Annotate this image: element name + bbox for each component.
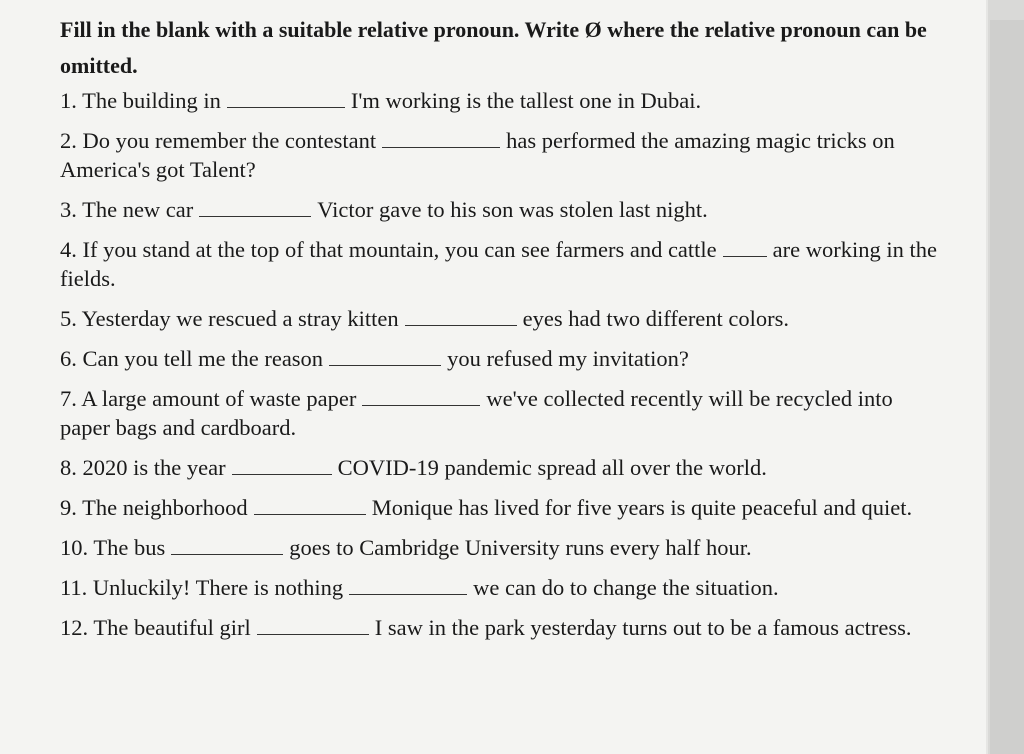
item-text-before: 8. 2020 is the year [60, 455, 226, 480]
blank-8 [232, 456, 332, 475]
blank-2 [382, 129, 500, 148]
item-text-before: 9. The neighborhood [60, 495, 248, 520]
blank-11 [349, 576, 467, 595]
exercise-item-8 [60, 453, 940, 482]
item-text-before: 7. A large amount of waste paper [60, 386, 357, 411]
item-text-after: Victor gave to his son was stolen last night. [317, 197, 708, 222]
exercise-item-7 [60, 384, 940, 442]
exercise-list [60, 86, 940, 642]
exercise-item-2 [60, 126, 940, 184]
worksheet [60, 12, 940, 653]
blank-9 [254, 496, 366, 515]
instructions: Fill in the blank with a suitable relative pronoun. Write Ø where the relative pronoun can be omitted. [60, 17, 927, 78]
item-text-after: are working in the fields. [60, 237, 937, 291]
item-text-before: 4. If you stand at the top of that mountain, you can see farmers and cattle [60, 237, 717, 262]
item-text-after: COVID-19 pandemic spread all over the world. [337, 455, 767, 480]
exercise-item-1 [60, 86, 940, 115]
blank-10 [171, 536, 283, 555]
exercise-item-4 [60, 235, 940, 293]
exercise-item-5 [60, 304, 940, 333]
item-text-before: 11. Unluckily! There is nothing [60, 575, 344, 600]
scroll-edge [986, 0, 1024, 754]
item-text-after: we've collected recently will be recycled into paper bags and cardboard. [60, 386, 893, 440]
exercise-item-10 [60, 533, 940, 562]
item-text-after: has performed the amazing magic tricks on America's got Talent? [60, 128, 895, 182]
blank-12 [257, 616, 369, 635]
exercise-item-12 [60, 613, 940, 642]
item-text-after: we can do to change the situation. [473, 575, 779, 600]
blank-7 [362, 387, 480, 406]
item-text-before: 1. The building in [60, 88, 221, 113]
exercise-item-3 [60, 195, 940, 224]
item-text-after: Monique has lived for five years is quite peaceful and quiet. [371, 495, 913, 520]
blank-3 [199, 198, 311, 217]
blank-4 [723, 238, 767, 257]
item-text-before: 3. The new car [60, 197, 194, 222]
item-text-after: I'm working is the tallest one in Dubai. [350, 88, 702, 113]
item-text-after: goes to Cambridge University runs every half hour. [289, 535, 752, 560]
blank-1 [227, 89, 345, 108]
exercise-item-11 [60, 573, 940, 602]
blank-6 [329, 347, 441, 366]
item-text-before: 12. The beautiful girl [60, 615, 251, 640]
exercise-item-6 [60, 344, 940, 373]
exercise-item-9 [60, 493, 940, 522]
item-text-after: you refused my invitation? [447, 346, 689, 371]
item-text-before: 6. Can you tell me the reason [60, 346, 324, 371]
blank-5 [405, 307, 517, 326]
item-text-after: I saw in the park yesterday turns out to be a famous actress. [374, 615, 912, 640]
item-text-after: eyes had two different colors. [522, 306, 790, 331]
item-text-before: 2. Do you remember the contestant [60, 128, 377, 153]
item-text-before: 10. The bus [60, 535, 166, 560]
item-text-before: 5. Yesterday we rescued a stray kitten [60, 306, 399, 331]
